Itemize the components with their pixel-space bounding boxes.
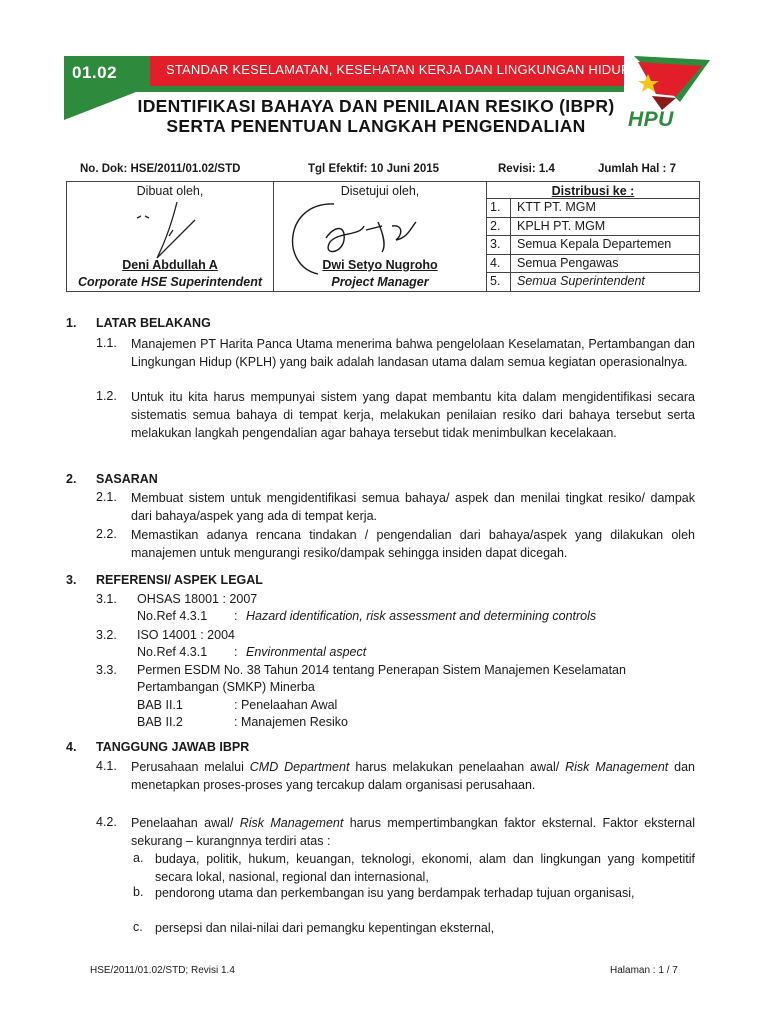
distribution-item: 4. Semua Pengawas	[487, 254, 699, 273]
bab-label: BAB II.2	[137, 715, 183, 729]
made-by-name: Deni Abdullah A	[122, 258, 218, 272]
effective-date: Tgl Efektif: 10 Juni 2015	[308, 163, 440, 175]
item-number: 4.2.	[96, 815, 117, 829]
distribution-item: 5. Semua Superintendent	[487, 272, 699, 291]
signature-mark-1	[127, 198, 217, 260]
ref-label: No.Ref 4.3.1	[137, 609, 208, 623]
item-number: 3.3.	[96, 663, 117, 677]
distribution-label: Distribusi ke :	[551, 184, 635, 198]
signature-table	[66, 181, 700, 292]
paragraph-4-2: Penelaahan awal/ Risk Management harus mempertimbangkan faktor eksternal. Faktor eksternal sekurang – kurangnnya terdiri atas :	[131, 816, 695, 848]
title-line-2: SERTA PENENTUAN LANGKAH PENGENDALIAN	[166, 116, 586, 136]
title-line-1: IDENTIFIKASI BAHAYA DAN PENILAIAN RESIKO (IBPR)	[137, 96, 615, 116]
ref-ohsas: OHSAS 18001 : 2007	[137, 592, 258, 606]
approved-role: Project Manager	[331, 275, 429, 289]
section-2-heading: 2. SASARAN	[66, 472, 158, 486]
sub-item-b: pendorong utama dan perkembangan isu yang berdampak terhadap tujuan organisasi,	[155, 886, 635, 900]
page-count: Jumlah Hal : 7	[598, 163, 676, 175]
item-number: 1.1.	[96, 336, 117, 350]
item-number: 3.1.	[96, 592, 117, 606]
paragraph-1-1: Manajemen PT Harita Panca Utama menerima bahwa pengelolaan Keselamatan, Pertambangan dan Lingkungan Hidup (KPLH) yang baik adalah landasan utama dalam semua kegiatan operasionalnya.	[131, 337, 695, 369]
band-title: STANDAR KESELAMATAN, KESEHATAN KERJA DAN LINGKUNGAN HIDUP	[166, 62, 630, 77]
distribution-item: 2. KPLH PT. MGM	[487, 217, 699, 236]
paragraph-4-1: Perusahaan melalui CMD Department harus melakukan penelaahan awal/ Risk Management dan menetapkan proses-proses yang tercakup dalam organisasi perusahaan.	[131, 760, 695, 792]
logo-text: HPU	[628, 108, 674, 131]
paragraph-1-2: Untuk itu kita harus mempunyai sistem yang dapat membantu kita dalam mengidentifikasi secara sistematis semua bahaya di tempat kerja, melakukan penilaian resiko dari bahaya tersebut serta melakukan langkah pengendalian agar bahaya tersebut tidak menimbulkan kecelakaan.	[131, 390, 695, 440]
made-by-role: Corporate HSE Superintendent	[77, 275, 263, 289]
bab-label: BAB II.1	[137, 698, 183, 712]
distribution-item: 3. Semua Kepala Departemen	[487, 235, 699, 254]
item-number: 4.1.	[96, 759, 117, 773]
item-number: 1.2.	[96, 389, 117, 403]
document-title	[126, 96, 626, 136]
sub-item-c: persepsi dan nilai-nilai dari pemangku kepentingan eksternal,	[155, 921, 495, 935]
section-3-heading: 3. REFERENSI/ ASPEK LEGAL	[66, 573, 263, 587]
ref-permen-line-2: Pertambangan (SMKP) Minerba	[137, 680, 315, 694]
sub-item-number: b.	[133, 885, 144, 899]
distribution-cell	[487, 182, 700, 292]
item-number: 2.1.	[96, 490, 117, 504]
made-by-cell	[67, 182, 274, 292]
ref-iso: ISO 14001 : 2004	[137, 628, 235, 642]
bab-text: : Penelaahan Awal	[234, 698, 338, 712]
bab-text: : Manajemen Resiko	[234, 715, 348, 729]
doc-number: No. Dok: HSE/2011/01.02/STD	[80, 163, 241, 175]
item-number: 3.2.	[96, 628, 117, 642]
footer-page-number: Halaman : 1 / 7	[610, 965, 678, 976]
made-by-label: Dibuat oleh,	[136, 184, 204, 198]
revision: Revisi: 1.4	[498, 163, 555, 175]
ref-label: No.Ref 4.3.1	[137, 645, 208, 659]
paragraph-2-1: Membuat sistem untuk mengidentifikasi semua bahaya/ aspek dan menilai tingkat resiko/ dampak dari bahaya/aspek yang ada di tempat kerja.	[131, 491, 695, 523]
approved-cell	[274, 182, 487, 292]
ref-description: Environmental aspect	[246, 645, 367, 659]
approved-name: Dwi Setyo Nugroho	[322, 258, 438, 272]
ref-separator: :	[234, 609, 238, 623]
section-4-heading: 4. TANGGUNG JAWAB IBPR	[66, 740, 250, 754]
distribution-item: 1. KTT PT. MGM	[487, 198, 699, 217]
paragraph-2-2: Memastikan adanya rencana tindakan / pengendalian dari bahaya/aspek yang dilakukan oleh manajemen untuk mengurangi resiko/dampak sehingga insiden dapat dicegah.	[131, 528, 695, 560]
sub-item-a: budaya, politik, hukum, keuangan, teknologi, ekonomi, alam dan lingkungan yang kompetitif secara lokal, nasional, regional dan internasional,	[155, 852, 695, 884]
section-1-heading: 1. LATAR BELAKANG	[66, 316, 211, 330]
ref-description: Hazard identification, risk assessment and determining controls	[246, 609, 597, 623]
sub-item-number: c.	[133, 920, 143, 934]
approved-label: Disetujui oleh,	[340, 184, 420, 198]
footer-doc-ref: HSE/2011/01.02/STD; Revisi 1.4	[90, 965, 235, 976]
ref-permen-line-1: Permen ESDM No. 38 Tahun 2014 tentang Penerapan Sistem Manajemen Keselamatan	[137, 663, 626, 677]
ref-separator: :	[234, 645, 238, 659]
item-number: 2.2.	[96, 527, 117, 541]
doc-code: 01.02	[72, 63, 118, 82]
sub-item-number: a.	[133, 851, 144, 865]
